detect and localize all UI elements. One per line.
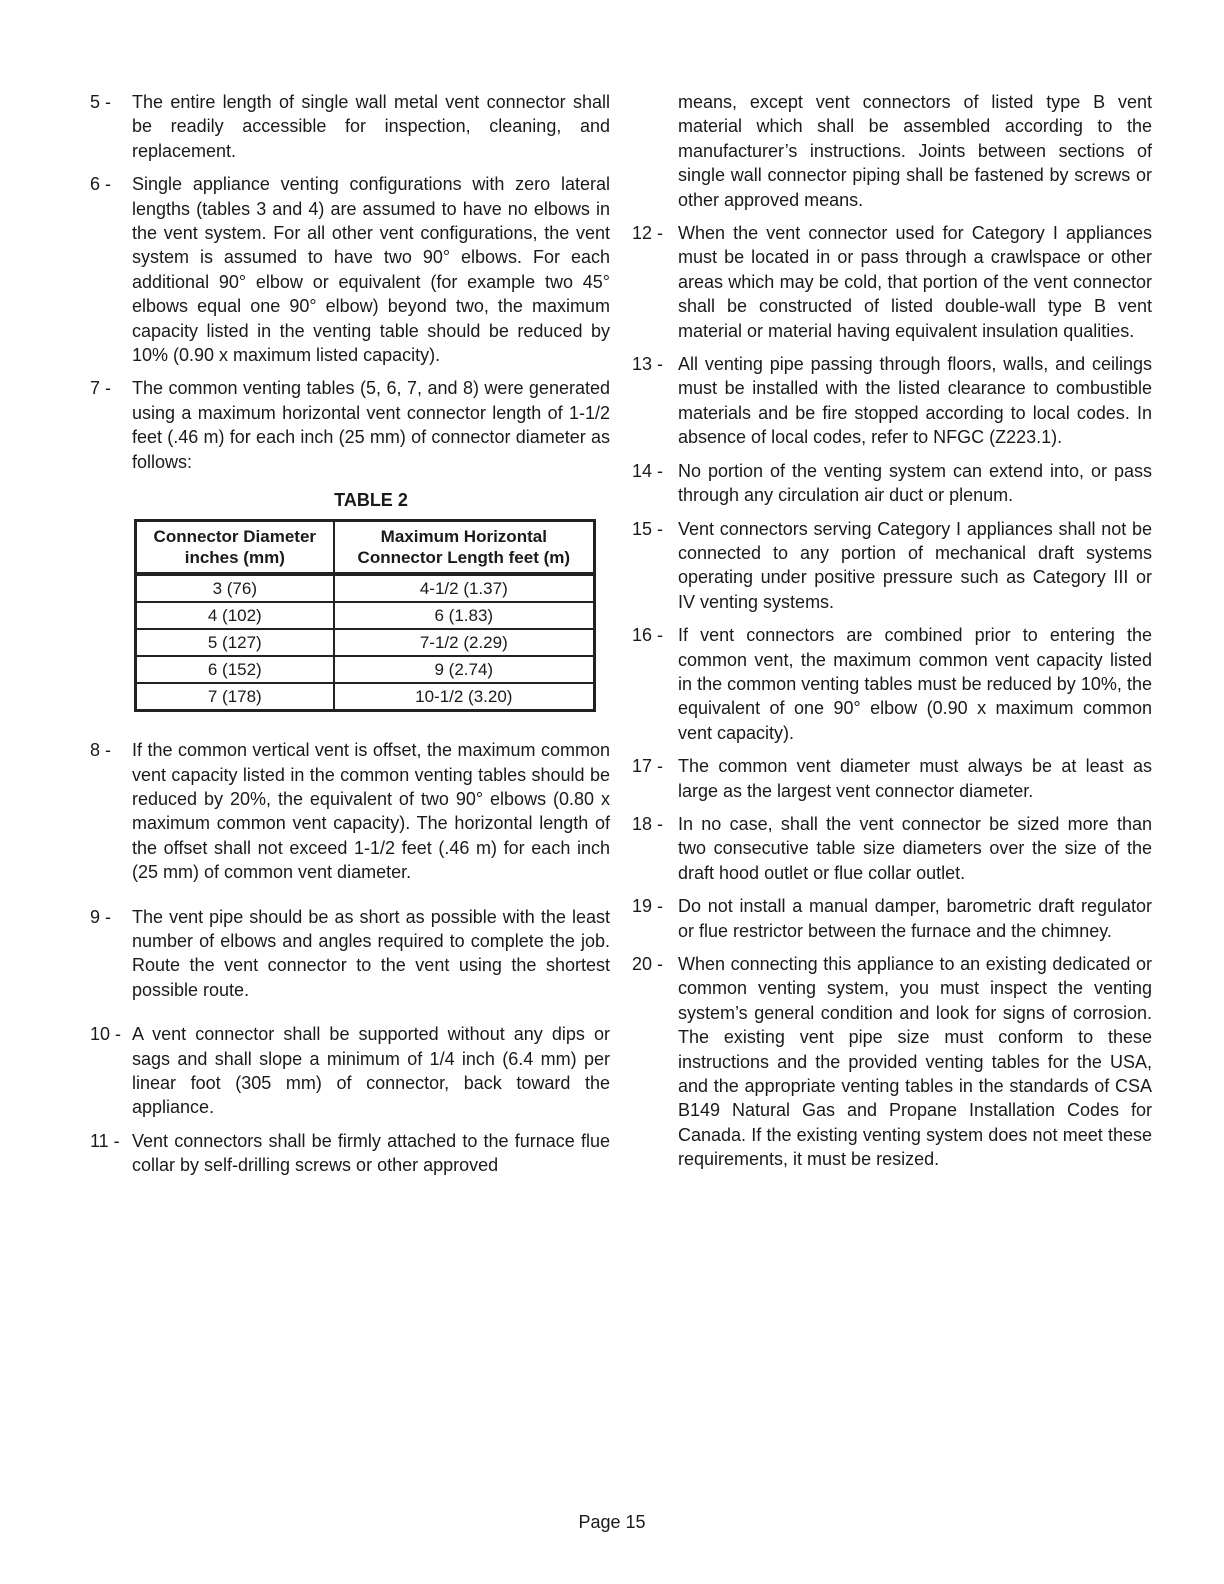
page-number: Page 15 bbox=[578, 1512, 646, 1532]
list-item-17 bbox=[632, 754, 1152, 803]
item-number: 17 - bbox=[632, 756, 664, 777]
table-row bbox=[136, 574, 595, 602]
item-number: 14 - bbox=[632, 460, 664, 481]
table-cell: 5 (127) bbox=[136, 629, 334, 656]
item-number: 15 - bbox=[632, 518, 664, 539]
table-row bbox=[136, 602, 595, 629]
item-text: The common venting tables (5, 6, 7, and 8) were generated using a maximum horizontal vent connector length of 1-1/2 feet (.46 m) for each inch (25 mm) of connector diameter as follows: bbox=[132, 378, 610, 472]
item-number: 13 - bbox=[632, 354, 664, 375]
column-header-diameter: Connector Diameter inches (mm) bbox=[136, 521, 334, 575]
item-text: No portion of the venting system can extend into, or pass through any circulation air duct or plenum. bbox=[678, 460, 1152, 506]
list-item-12 bbox=[632, 221, 1152, 343]
item-number: 7 - bbox=[90, 378, 112, 399]
item-number: 20 - bbox=[632, 954, 664, 974]
item-text: Vent connectors shall be firmly attached to the furnace flue collar by self-drilling screws or other approved bbox=[132, 1130, 610, 1176]
list-item-11-continued: means, except vent connectors of listed type B vent material which shall be assembled according to the manufacturer’s instructions. Joints between sections of single wall connector piping shall be fastened by screws or other approved means. bbox=[678, 92, 1152, 210]
list-item-10 bbox=[90, 1022, 610, 1120]
column-header-length: Maximum Horizontal Connector Length feet (m) bbox=[334, 521, 595, 575]
list-item-16 bbox=[632, 623, 1152, 745]
item-text: Vent connectors serving Category I appliances shall not be connected to any portion of mechanical draft systems operating under positive pressure such as Category III or IV venting systems. bbox=[678, 518, 1152, 612]
item-number: 5 - bbox=[90, 92, 112, 112]
item-number: 19 - bbox=[632, 896, 664, 917]
table-header-row bbox=[136, 521, 595, 575]
list-item-20 bbox=[632, 952, 1152, 1172]
list-item-18 bbox=[632, 812, 1152, 885]
right-column bbox=[632, 90, 1152, 1181]
item-number: 6 - bbox=[90, 174, 112, 195]
item-number: 11 - bbox=[90, 1130, 120, 1151]
item-number: 12 - bbox=[632, 223, 664, 244]
item-text: The common vent diameter must always be at least as large as the largest vent connector diameter. bbox=[678, 756, 1152, 801]
table-cell: 3 (76) bbox=[136, 574, 334, 602]
item-text: The vent pipe should be as short as possible with the least number of elbows and angles required to complete the job. Route the vent connector to the vent using the shortest possible route. bbox=[132, 906, 610, 1000]
list-item-5 bbox=[90, 90, 610, 163]
list-item-11 bbox=[90, 1129, 610, 1178]
table-cell: 10-1/2 (3.20) bbox=[334, 683, 595, 711]
list-item-8 bbox=[90, 738, 610, 884]
item-number: 8 - bbox=[90, 740, 112, 761]
item-text: All venting pipe passing through floors, walls, and ceilings must be installed with the listed clearance to combustible materials and be fire stopped according to local codes. In absence of local codes, refer to NFGC (Z223.1). bbox=[678, 354, 1152, 448]
item-number: 16 - bbox=[632, 625, 664, 646]
list-item-9 bbox=[90, 905, 610, 1003]
table-cell: 7 (178) bbox=[136, 683, 334, 711]
table-cell: 7-1/2 (2.29) bbox=[334, 629, 595, 656]
item-text: Do not install a manual damper, barometric draft regulator or flue restrictor between the furnace and the chimney. bbox=[678, 896, 1152, 941]
table-cell: 4-1/2 (1.37) bbox=[334, 574, 595, 602]
list-item-15 bbox=[632, 517, 1152, 615]
item-text: The entire length of single wall metal vent connector shall be readily accessible for inspection, cleaning, and replacement. bbox=[132, 92, 610, 161]
list-item-13 bbox=[632, 352, 1152, 450]
item-text: A vent connector shall be supported without any dips or sags and shall slope a minimum of 1/4 inch (6.4 mm) per linear foot (305 mm) of connector, back toward the appliance. bbox=[132, 1024, 610, 1118]
item-number: 10 - bbox=[90, 1024, 122, 1045]
table-row bbox=[136, 656, 595, 683]
table-cell: 4 (102) bbox=[136, 602, 334, 629]
item-text: Single appliance venting configurations with zero lateral lengths (tables 3 and 4) are assumed to have no elbows in the vent system. For all other vent configurations, the vent system is assumed to have two 90° elbows. For each additional 90° elbow or equivalent (for example two 45° elbows equal one 90° elbow) beyond two, the maximum capacity listed in the venting table should be reduced by 10% (0.90 x maximum listed capacity). bbox=[132, 174, 610, 366]
item-text: When the vent connector used for Category I appliances must be located in or pass through a crawlspace or other areas which may be cold, that portion of the vent connector shall be constructed of listed double-wall type B vent material or material having equivalent insulation qualities. bbox=[678, 223, 1152, 341]
item-text: When connecting this appliance to an existing dedicated or common venting system, you must inspect the venting system’s general condition and look for signs of corrosion. The existing vent pipe size must conform to these instructions and the provided venting tables for the USA, and the appropriate venting tables in the standards of CSA B149 Natural Gas and Propane Installation Codes for Canada. If the existing venting system does not meet these requirements, it must be resized. bbox=[678, 954, 1152, 1170]
table-cell: 6 (1.83) bbox=[334, 602, 595, 629]
table-2 bbox=[134, 519, 596, 712]
item-number: 18 - bbox=[632, 813, 664, 834]
item-text: If vent connectors are combined prior to entering the common vent, the maximum common vent capacity listed in the common venting tables must be reduced by 10%, the equivalent of one 90° elbow (0.90 x maximum common vent capacity). bbox=[678, 625, 1152, 743]
table-row bbox=[136, 683, 595, 711]
item-number: 9 - bbox=[90, 906, 112, 927]
table-row bbox=[136, 629, 595, 656]
list-item-14 bbox=[632, 459, 1152, 508]
list-item-6 bbox=[90, 172, 610, 367]
item-text: In no case, shall the vent connector be sized more than two consecutive table size diameters over the size of the draft hood outlet or flue collar outlet. bbox=[678, 813, 1152, 883]
table-cell: 6 (152) bbox=[136, 656, 334, 683]
table-2-title: TABLE 2 bbox=[334, 490, 408, 511]
list-item-19 bbox=[632, 894, 1152, 943]
list-item-7 bbox=[90, 376, 610, 474]
left-column bbox=[90, 90, 610, 1187]
item-text: If the common vertical vent is offset, the maximum common vent capacity listed in the common venting tables should be reduced by 20%, the equivalent of two 90° elbows (0.80 x maximum common vent capacity). The horizontal length of the offset shall not exceed 1-1/2 feet (.46 m) for each inch (25 mm) of common vent diameter. bbox=[132, 740, 610, 883]
table-cell: 9 (2.74) bbox=[334, 656, 595, 683]
